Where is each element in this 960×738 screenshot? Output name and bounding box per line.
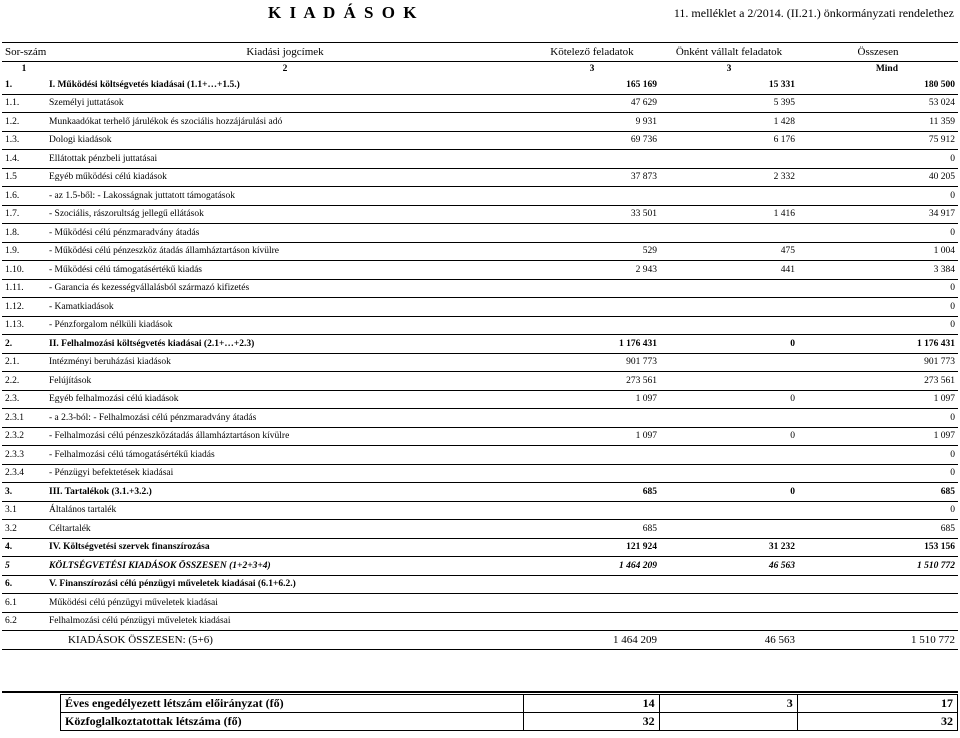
total-value-cell: 685 <box>798 520 958 539</box>
table-row <box>2 113 958 132</box>
voluntary-value-cell <box>660 501 798 520</box>
mandatory-value-cell: 685 <box>524 520 660 539</box>
total-value-cell: 1 176 431 <box>798 335 958 354</box>
total-value-cell: 1 004 <box>798 242 958 261</box>
total-value-cell: 40 205 <box>798 168 958 187</box>
row-number-cell: 2.3.4 <box>2 464 46 483</box>
divider <box>2 691 958 693</box>
mandatory-value-cell <box>524 316 660 335</box>
mandatory-value-cell: 1 097 <box>524 427 660 446</box>
staff-total-cell: 32 <box>797 713 957 731</box>
row-label-cell: - Kamatkiadások <box>46 298 524 317</box>
table-row <box>2 168 958 187</box>
row-label-cell: - a 2.3-ból: - Felhalmozási célú pénzmaradvány átadás <box>46 409 524 428</box>
page-header <box>0 0 960 30</box>
row-number-cell: 1.2. <box>2 113 46 132</box>
row-number-cell: 3.1 <box>2 501 46 520</box>
row-label-cell: - Működési célú támogatásértékű kiadás <box>46 261 524 280</box>
total-value-cell: 3 384 <box>798 261 958 280</box>
voluntary-value-cell <box>660 575 798 594</box>
voluntary-value-cell <box>660 187 798 206</box>
mandatory-value-cell: 37 873 <box>524 168 660 187</box>
total-value-cell: 685 <box>798 483 958 502</box>
voluntary-value-cell <box>660 224 798 243</box>
table-body <box>2 76 958 649</box>
row-number-cell: 1.13. <box>2 316 46 335</box>
total-value-cell: 0 <box>798 224 958 243</box>
total-value-cell: 273 561 <box>798 372 958 391</box>
row-label-cell: Egyéb működési célú kiadások <box>46 168 524 187</box>
row-number-cell: 1.12. <box>2 298 46 317</box>
voluntary-value-cell <box>660 150 798 169</box>
voluntary-value-cell: 5 395 <box>660 94 798 113</box>
total-value-cell: 901 773 <box>798 353 958 372</box>
row-label-cell: - az 1.5-ből: - Lakosságnak juttatott támogatások <box>46 187 524 206</box>
table-row <box>2 76 958 94</box>
row-number-cell: 6. <box>2 575 46 594</box>
row-label-cell: - Működési célú pénzmaradvány átadás <box>46 224 524 243</box>
total-value-cell: 0 <box>798 150 958 169</box>
table-row <box>2 131 958 150</box>
staff-mandatory-cell: 32 <box>523 713 659 731</box>
row-number-cell <box>2 631 46 650</box>
voluntary-value-cell <box>660 464 798 483</box>
table-row <box>2 483 958 502</box>
voluntary-value-cell <box>660 279 798 298</box>
row-label-cell: III. Tartalékok (3.1.+3.2.) <box>46 483 524 502</box>
row-label-cell: Céltartalék <box>46 520 524 539</box>
mandatory-value-cell <box>524 501 660 520</box>
row-number-cell: 2.1. <box>2 353 46 372</box>
table-row <box>2 316 958 335</box>
table-row <box>2 446 958 465</box>
total-value-cell <box>798 612 958 631</box>
col-header-row-number: Sor-szám <box>2 43 46 62</box>
row-number-cell: 1.10. <box>2 261 46 280</box>
total-value-cell: 0 <box>798 279 958 298</box>
total-value-cell: 0 <box>798 446 958 465</box>
table-row <box>2 501 958 520</box>
row-number-cell: 2.3.3 <box>2 446 46 465</box>
staff-table <box>60 694 958 731</box>
col-header-total: Összesen <box>798 43 958 62</box>
total-value-cell <box>798 575 958 594</box>
staff-total-cell: 17 <box>797 695 957 713</box>
total-value-cell: 75 912 <box>798 131 958 150</box>
table-row <box>2 261 958 280</box>
voluntary-value-cell: 6 176 <box>660 131 798 150</box>
total-value-cell: 1 510 772 <box>798 557 958 576</box>
table-row <box>2 353 958 372</box>
row-number-cell: 6.2 <box>2 612 46 631</box>
col-number-4: 3 <box>660 62 798 77</box>
row-number-cell: 1.8. <box>2 224 46 243</box>
total-value-cell: 34 917 <box>798 205 958 224</box>
table-row <box>2 94 958 113</box>
total-value-cell <box>798 594 958 613</box>
mandatory-value-cell: 1 464 209 <box>524 557 660 576</box>
total-value-cell: 0 <box>798 316 958 335</box>
mandatory-value-cell: 165 169 <box>524 76 660 94</box>
mandatory-value-cell: 529 <box>524 242 660 261</box>
total-value-cell: 0 <box>798 187 958 206</box>
row-label-cell: - Felhalmozási célú támogatásértékű kiadás <box>46 446 524 465</box>
total-value-cell: 1 097 <box>798 390 958 409</box>
table-row <box>2 631 958 650</box>
col-number-2: 2 <box>46 62 524 77</box>
row-number-cell: 2.3. <box>2 390 46 409</box>
total-value-cell: 0 <box>798 501 958 520</box>
voluntary-value-cell <box>660 446 798 465</box>
row-label-cell: Ellátottak pénzbeli juttatásai <box>46 150 524 169</box>
row-number-cell: 3. <box>2 483 46 502</box>
col-number-3: 3 <box>524 62 660 77</box>
staff-row <box>61 713 958 731</box>
total-value-cell: 1 097 <box>798 427 958 446</box>
row-number-cell: 2.3.2 <box>2 427 46 446</box>
row-number-cell: 2.3.1 <box>2 409 46 428</box>
voluntary-value-cell: 0 <box>660 335 798 354</box>
row-label-cell: V. Finanszírozási célú pénzügyi műveletek kiadásai (6.1+6.2.) <box>46 575 524 594</box>
table-row <box>2 464 958 483</box>
table-row <box>2 150 958 169</box>
row-label-cell: - Pénzügyi befektetések kiadásai <box>46 464 524 483</box>
row-label-cell: KIADÁSOK ÖSSZESEN: (5+6) <box>46 631 524 650</box>
row-number-cell: 2. <box>2 335 46 354</box>
row-label-cell: Személyi juttatások <box>46 94 524 113</box>
page-title: K I A D Á S O K <box>268 3 419 22</box>
table-row <box>2 224 958 243</box>
row-label-cell: Általános tartalék <box>46 501 524 520</box>
mandatory-value-cell <box>524 464 660 483</box>
mandatory-value-cell: 2 943 <box>524 261 660 280</box>
voluntary-value-cell <box>660 612 798 631</box>
mandatory-value-cell: 121 924 <box>524 538 660 557</box>
table-row <box>2 575 958 594</box>
table-row <box>2 390 958 409</box>
col-header-title: Kiadási jogcímek <box>46 43 524 62</box>
mandatory-value-cell <box>524 575 660 594</box>
staff-voluntary-cell: 3 <box>659 695 797 713</box>
total-value-cell: 1 510 772 <box>798 631 958 650</box>
row-label-cell: Dologi kiadások <box>46 131 524 150</box>
row-number-cell: 1.5 <box>2 168 46 187</box>
voluntary-value-cell <box>660 298 798 317</box>
row-label-cell: - Működési célú pénzeszköz átadás államháztartáson kívülre <box>46 242 524 261</box>
staff-label-cell: Közfoglalkoztatottak létszáma (fő) <box>61 713 524 731</box>
row-number-cell: 1.3. <box>2 131 46 150</box>
row-label-cell: Egyéb felhalmozási célú kiadások <box>46 390 524 409</box>
mandatory-value-cell: 33 501 <box>524 205 660 224</box>
row-label-cell: - Szociális, rászorultság jellegű ellátások <box>46 205 524 224</box>
row-label-cell: - Pénzforgalom nélküli kiadások <box>46 316 524 335</box>
row-label-cell: IV. Költségvetési szervek finanszírozása <box>46 538 524 557</box>
row-label-cell: Felújítások <box>46 372 524 391</box>
table-row <box>2 372 958 391</box>
table-row <box>2 538 958 557</box>
mandatory-value-cell <box>524 150 660 169</box>
mandatory-value-cell <box>524 594 660 613</box>
row-number-cell: 1. <box>2 76 46 94</box>
column-number-row <box>2 62 958 77</box>
mandatory-value-cell: 69 736 <box>524 131 660 150</box>
voluntary-value-cell: 0 <box>660 483 798 502</box>
row-number-cell: 1.7. <box>2 205 46 224</box>
table-row <box>2 427 958 446</box>
col-header-mandatory: Kötelező feladatok <box>524 43 660 62</box>
table-row <box>2 612 958 631</box>
mandatory-value-cell: 9 931 <box>524 113 660 132</box>
mandatory-value-cell <box>524 409 660 428</box>
staff-label-cell: Éves engedélyezett létszám előirányzat (fő) <box>61 695 524 713</box>
row-number-cell: 1.9. <box>2 242 46 261</box>
mandatory-value-cell: 1 464 209 <box>524 631 660 650</box>
voluntary-value-cell <box>660 594 798 613</box>
expenditure-table <box>2 42 958 650</box>
mandatory-value-cell <box>524 298 660 317</box>
row-label-cell: - Garancia és kezességvállalásból származó kifizetés <box>46 279 524 298</box>
table-row <box>2 205 958 224</box>
voluntary-value-cell: 475 <box>660 242 798 261</box>
row-number-cell: 3.2 <box>2 520 46 539</box>
voluntary-value-cell: 441 <box>660 261 798 280</box>
staff-mandatory-cell: 14 <box>523 695 659 713</box>
total-value-cell: 0 <box>798 409 958 428</box>
staff-row <box>61 695 958 713</box>
row-label-cell: I. Működési költségvetés kiadásai (1.1+…+1.5.) <box>46 76 524 94</box>
voluntary-value-cell: 1 428 <box>660 113 798 132</box>
total-value-cell: 0 <box>798 464 958 483</box>
table-row <box>2 594 958 613</box>
row-label-cell: Intézményi beruházási kiadások <box>46 353 524 372</box>
col-number-1: 1 <box>2 62 46 77</box>
mandatory-value-cell <box>524 279 660 298</box>
row-label-cell: Munkaadókat terhelő járulékok és szociális hozzájárulási adó <box>46 113 524 132</box>
mandatory-value-cell <box>524 187 660 206</box>
mandatory-value-cell: 1 176 431 <box>524 335 660 354</box>
table-row <box>2 279 958 298</box>
voluntary-value-cell: 0 <box>660 390 798 409</box>
table-row <box>2 187 958 206</box>
row-number-cell: 5 <box>2 557 46 576</box>
mandatory-value-cell <box>524 224 660 243</box>
total-value-cell: 11 359 <box>798 113 958 132</box>
staff-table-body <box>61 695 958 731</box>
mandatory-value-cell: 685 <box>524 483 660 502</box>
row-number-cell: 2.2. <box>2 372 46 391</box>
col-number-5: Mind <box>798 62 958 77</box>
mandatory-value-cell: 47 629 <box>524 94 660 113</box>
voluntary-value-cell: 2 332 <box>660 168 798 187</box>
col-header-voluntary: Önként vállalt feladatok <box>660 43 798 62</box>
total-value-cell: 180 500 <box>798 76 958 94</box>
mandatory-value-cell: 273 561 <box>524 372 660 391</box>
row-number-cell: 1.1. <box>2 94 46 113</box>
voluntary-value-cell: 46 563 <box>660 557 798 576</box>
voluntary-value-cell <box>660 316 798 335</box>
row-label-cell: - Felhalmozási célú pénzeszközátadás államháztartáson kívülre <box>46 427 524 446</box>
mandatory-value-cell: 901 773 <box>524 353 660 372</box>
row-label-cell: KÖLTSÉGVETÉSI KIADÁSOK ÖSSZESEN (1+2+3+4) <box>46 557 524 576</box>
staff-voluntary-cell <box>659 713 797 731</box>
voluntary-value-cell: 15 331 <box>660 76 798 94</box>
row-label-cell: Működési célú pénzügyi műveletek kiadásai <box>46 594 524 613</box>
total-value-cell: 53 024 <box>798 94 958 113</box>
voluntary-value-cell: 46 563 <box>660 631 798 650</box>
table-row <box>2 335 958 354</box>
table-row <box>2 520 958 539</box>
voluntary-value-cell <box>660 409 798 428</box>
total-value-cell: 153 156 <box>798 538 958 557</box>
annex-reference: 11. melléklet a 2/2014. (II.21.) önkormányzati rendelethez <box>673 6 954 20</box>
mandatory-value-cell: 1 097 <box>524 390 660 409</box>
row-label-cell: II. Felhalmozási költségvetés kiadásai (2.1+…+2.3) <box>46 335 524 354</box>
table-row <box>2 242 958 261</box>
row-number-cell: 6.1 <box>2 594 46 613</box>
column-header-row <box>2 43 958 62</box>
row-number-cell: 1.4. <box>2 150 46 169</box>
total-value-cell: 0 <box>798 298 958 317</box>
table-row <box>2 298 958 317</box>
row-number-cell: 1.11. <box>2 279 46 298</box>
voluntary-value-cell: 1 416 <box>660 205 798 224</box>
voluntary-value-cell <box>660 520 798 539</box>
voluntary-value-cell <box>660 353 798 372</box>
row-label-cell: Felhalmozási célú pénzügyi műveletek kiadásai <box>46 612 524 631</box>
table-row <box>2 557 958 576</box>
voluntary-value-cell <box>660 372 798 391</box>
row-number-cell: 1.6. <box>2 187 46 206</box>
mandatory-value-cell <box>524 446 660 465</box>
table-row <box>2 409 958 428</box>
voluntary-value-cell: 0 <box>660 427 798 446</box>
mandatory-value-cell <box>524 612 660 631</box>
row-number-cell: 4. <box>2 538 46 557</box>
voluntary-value-cell: 31 232 <box>660 538 798 557</box>
